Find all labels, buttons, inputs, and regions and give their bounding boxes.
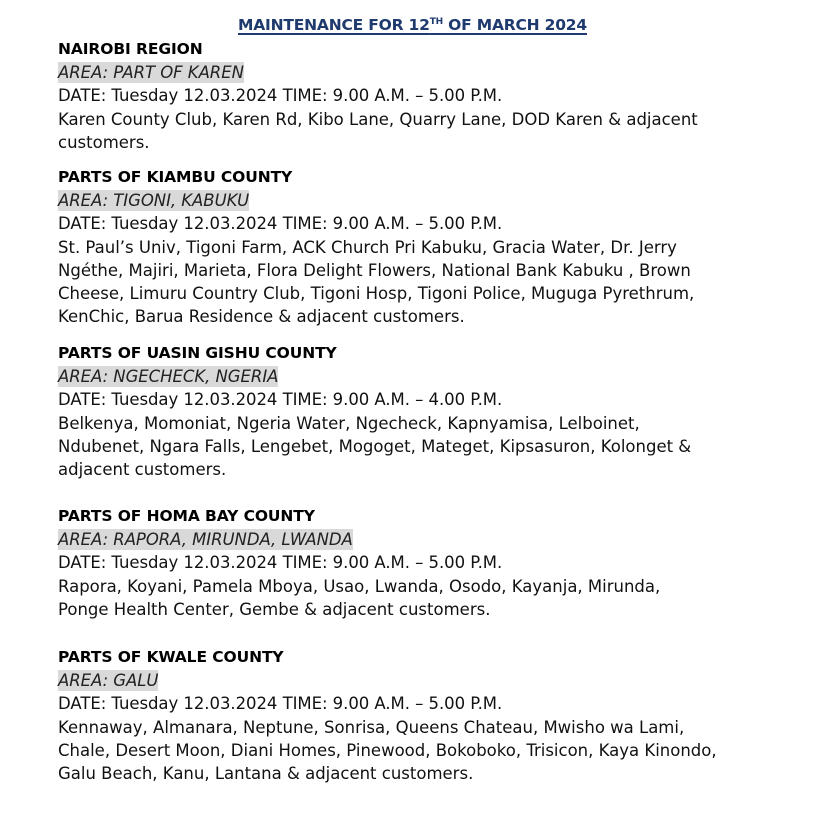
- section-nairobi: [58, 38, 778, 154]
- title-block: [0, 14, 825, 36]
- affected-areas: [58, 236, 778, 329]
- section-heading: NAIROBI REGION: [58, 40, 203, 58]
- affected-areas-line: Chale, Desert Moon, Diani Homes, Pinewood, Bokoboko, Trisicon, Kaya Kinondo,: [58, 740, 717, 760]
- affected-areas-line: customers.: [58, 132, 150, 152]
- area-label: AREA: NGECHECK, NGERIA: [58, 367, 279, 387]
- affected-areas-line: Cheese, Limuru Country Club, Tigoni Hosp, Tigoni Police, Muguga Pyrethrum,: [58, 284, 695, 304]
- section-uasin-gishu: [58, 342, 778, 481]
- section-homa-bay: [58, 505, 778, 621]
- affected-areas-line: Belkenya, Momoniat, Ngeria Water, Ngecheck, Kapnyamisa, Lelboinet,: [58, 413, 640, 433]
- affected-areas-line: Kennaway, Almanara, Neptune, Sonrisa, Queens Chateau, Mwisho wa Lami,: [58, 717, 685, 737]
- title-prefix: MAINTENANCE FOR 12: [238, 16, 430, 34]
- area-label: AREA: TIGONI, KABUKU: [58, 191, 250, 211]
- date-time-line: DATE: Tuesday 12.03.2024 TIME: 9.00 A.M. – 5.00 P.M.: [58, 214, 503, 234]
- title-rest: OF MARCH 2024: [442, 16, 587, 34]
- affected-areas-line: Ndubenet, Ngara Falls, Lengebet, Mogoget, Mateget, Kipsasuron, Kolonget &: [58, 436, 692, 456]
- area-label: AREA: PART OF KAREN: [58, 63, 244, 83]
- affected-areas-line: Galu Beach, Kanu, Lantana & adjacent customers.: [58, 764, 474, 784]
- section-heading: PARTS OF KWALE COUNTY: [58, 648, 284, 666]
- section-heading: PARTS OF HOMA BAY COUNTY: [58, 507, 315, 525]
- affected-areas-line: KenChic, Barua Residence & adjacent customers.: [58, 307, 465, 327]
- page-title: [238, 14, 587, 36]
- affected-areas-line: Karen County Club, Karen Rd, Kibo Lane, Quarry Lane, DOD Karen & adjacent: [58, 109, 698, 129]
- area-label: AREA: RAPORA, MIRUNDA, LWANDA: [58, 530, 353, 550]
- area-label: AREA: GALU: [58, 671, 159, 691]
- date-time-line: DATE: Tuesday 12.03.2024 TIME: 9.00 A.M. – 5.00 P.M.: [58, 86, 503, 106]
- affected-areas: [58, 716, 778, 786]
- title-ordinal-suffix: TH: [429, 17, 443, 27]
- affected-areas: [58, 412, 778, 482]
- affected-areas-line: Ponge Health Center, Gembe & adjacent customers.: [58, 599, 491, 619]
- section-kiambu: [58, 166, 778, 328]
- affected-areas-line: Ngéthe, Majiri, Marieta, Flora Delight Flowers, National Bank Kabuku , Brown: [58, 260, 691, 280]
- section-heading: PARTS OF UASIN GISHU COUNTY: [58, 344, 337, 362]
- date-time-line: DATE: Tuesday 12.03.2024 TIME: 9.00 A.M. – 4.00 P.M.: [58, 390, 503, 410]
- affected-areas-line: St. Paul’s Univ, Tigoni Farm, ACK Church Pri Kabuku, Gracia Water, Dr. Jerry: [58, 237, 677, 257]
- affected-areas: [58, 575, 778, 621]
- date-time-line: DATE: Tuesday 12.03.2024 TIME: 9.00 A.M. – 5.00 P.M.: [58, 694, 503, 714]
- section-heading: PARTS OF KIAMBU COUNTY: [58, 168, 293, 186]
- affected-areas: [58, 108, 778, 154]
- affected-areas-line: Rapora, Koyani, Pamela Mboya, Usao, Lwanda, Osodo, Kayanja, Mirunda,: [58, 576, 661, 596]
- date-time-line: DATE: Tuesday 12.03.2024 TIME: 9.00 A.M. – 5.00 P.M.: [58, 553, 503, 573]
- section-kwale: [58, 646, 778, 785]
- affected-areas-line: adjacent customers.: [58, 460, 227, 480]
